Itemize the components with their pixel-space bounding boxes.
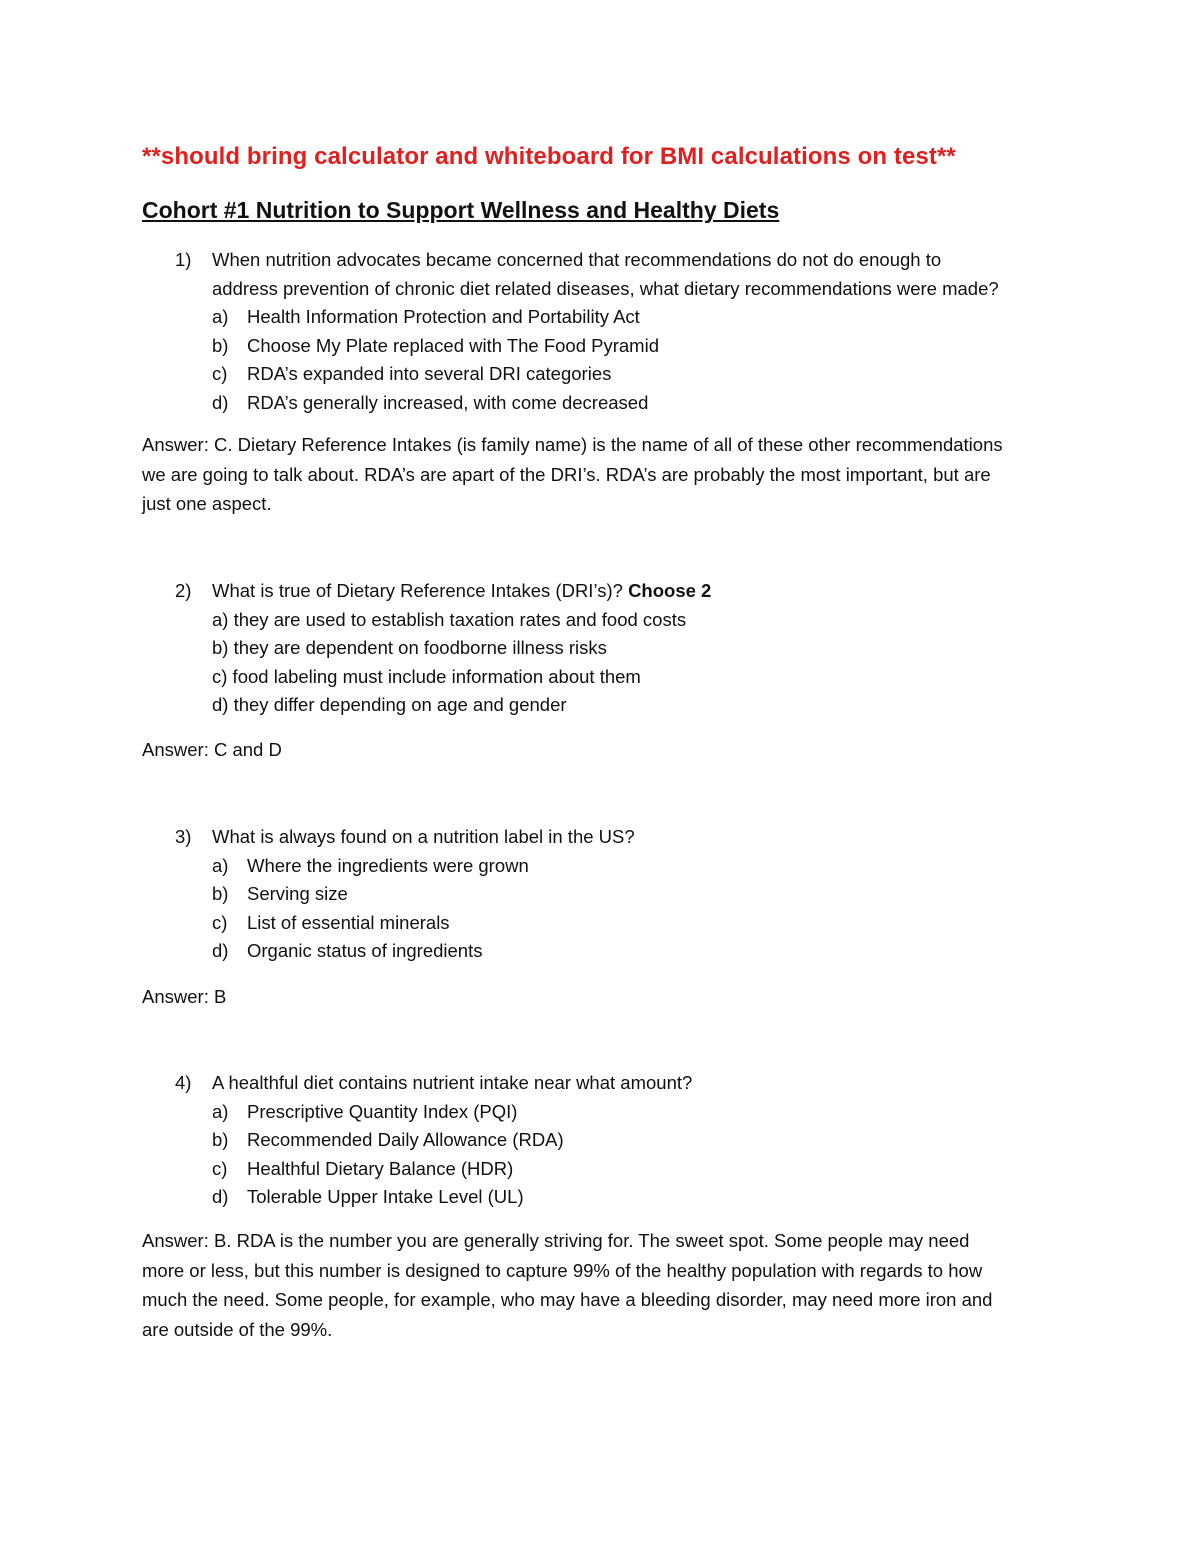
option-text: Health Information Protection and Portability Act — [247, 306, 640, 327]
option-text: Choose My Plate replaced with The Food Pyramid — [247, 334, 659, 356]
calculator-notice: **should bring calculator and whiteboard for BMI calculations on test** — [142, 143, 956, 170]
question-1-option-a — [142, 303, 1082, 332]
question-4-option-c — [142, 1155, 1082, 1184]
answer-2-line: Answer: C and D — [142, 739, 282, 760]
question-1-number: 1) — [175, 249, 192, 270]
answer-1-line-2: we are going to talk about. RDA’s are apart of the DRI’s. RDA’s are probably the most important, but are — [142, 463, 991, 485]
option-letter: b) — [212, 883, 229, 904]
question-2-line — [142, 577, 1082, 606]
question-1-line-1 — [142, 246, 1082, 275]
option-text: Tolerable Upper Intake Level (UL) — [247, 1186, 524, 1207]
question-4-option-b — [142, 1126, 1082, 1155]
option-letter: b) — [212, 1129, 229, 1150]
option-letter: a) — [212, 1100, 229, 1122]
question-3-option-a — [142, 852, 1082, 881]
option-text: Prescriptive Quantity Index (PQI) — [247, 1100, 518, 1122]
option-text: RDA’s expanded into several DRI categories — [247, 363, 612, 384]
answer-1-line-3: just one aspect. — [142, 493, 272, 514]
question-2-option-a: a) they are used to establish taxation rates and food costs — [212, 608, 687, 630]
question-1-option-b — [142, 332, 1082, 361]
question-4-option-d — [142, 1183, 1082, 1212]
question-3-option-b — [142, 880, 1082, 909]
option-text: RDA’s generally increased, with come decreased — [247, 391, 649, 413]
question-3-option-d — [142, 937, 1082, 966]
answer-3-line: Answer: B — [142, 986, 227, 1007]
option-letter: d) — [212, 940, 229, 961]
question-3-number: 3) — [175, 826, 192, 847]
question-2-text: What is true of Dietary Reference Intakes (DRI’s)? — [212, 580, 623, 601]
option-letter: d) — [212, 1186, 229, 1207]
question-4-line — [142, 1069, 1082, 1098]
option-letter: c) — [212, 363, 228, 384]
option-text: List of essential minerals — [247, 911, 450, 933]
question-1-option-c — [142, 360, 1082, 389]
option-text: Serving size — [247, 883, 348, 904]
question-3 — [142, 823, 1082, 966]
question-4-number: 4) — [175, 1072, 192, 1093]
question-2-number: 2) — [175, 580, 192, 601]
answer-4 — [142, 1226, 1062, 1344]
answer-1-line-1: Answer: C. Dietary Reference Intakes (is family name) is the name of all of these other recommendations — [142, 434, 1003, 455]
question-4-text: A healthful diet contains nutrient intake near what amount? — [212, 1072, 693, 1093]
answer-4-line-3: much the need. Some people, for example, who may have a bleeding disorder, may need more iron and — [142, 1289, 993, 1310]
option-letter: c) — [212, 1157, 228, 1179]
option-text: Organic status of ingredients — [247, 940, 483, 961]
option-text: Where the ingredients were grown — [247, 854, 529, 876]
question-2-option-c: c) food labeling must include information about them — [212, 665, 641, 687]
section-heading: Cohort #1 Nutrition to Support Wellness and Healthy Diets — [142, 197, 780, 223]
option-text: Healthful Dietary Balance (HDR) — [247, 1157, 514, 1179]
option-letter: a) — [212, 854, 229, 876]
option-text: Recommended Daily Allowance (RDA) — [247, 1129, 564, 1150]
question-2 — [142, 577, 1082, 720]
question-2-option-b: b) they are dependent on foodborne illness risks — [212, 637, 607, 658]
option-letter: c) — [212, 911, 228, 933]
answer-4-line-1: Answer: B. RDA is the number you are generally striving for. The sweet spot. Some people may need — [142, 1230, 970, 1251]
question-1-text-line-2: address prevention of chronic diet related diseases, what dietary recommendations were made? — [212, 277, 999, 299]
question-2-option-d: d) they differ depending on age and gender — [212, 694, 567, 715]
question-1-text-line-1: When nutrition advocates became concerned that recommendations do not do enough to — [212, 249, 942, 270]
option-letter: d) — [212, 391, 229, 413]
answer-1 — [142, 430, 1062, 519]
question-1-option-d — [142, 389, 1082, 418]
answer-3 — [142, 982, 1062, 1012]
question-1 — [142, 246, 1082, 417]
answer-4-line-2: more or less, but this number is designed to capture 99% of the healthy population with regards to how — [142, 1259, 983, 1281]
question-3-line — [142, 823, 1082, 852]
question-4-option-a — [142, 1098, 1082, 1127]
answer-2 — [142, 735, 1062, 765]
question-4 — [142, 1069, 1082, 1212]
option-letter: a) — [212, 306, 229, 327]
question-2-emphasis: Choose 2 — [628, 580, 712, 601]
question-3-text: What is always found on a nutrition label in the US? — [212, 826, 635, 847]
answer-4-line-4: are outside of the 99%. — [142, 1318, 333, 1340]
question-3-option-c — [142, 909, 1082, 938]
option-letter: b) — [212, 334, 229, 356]
